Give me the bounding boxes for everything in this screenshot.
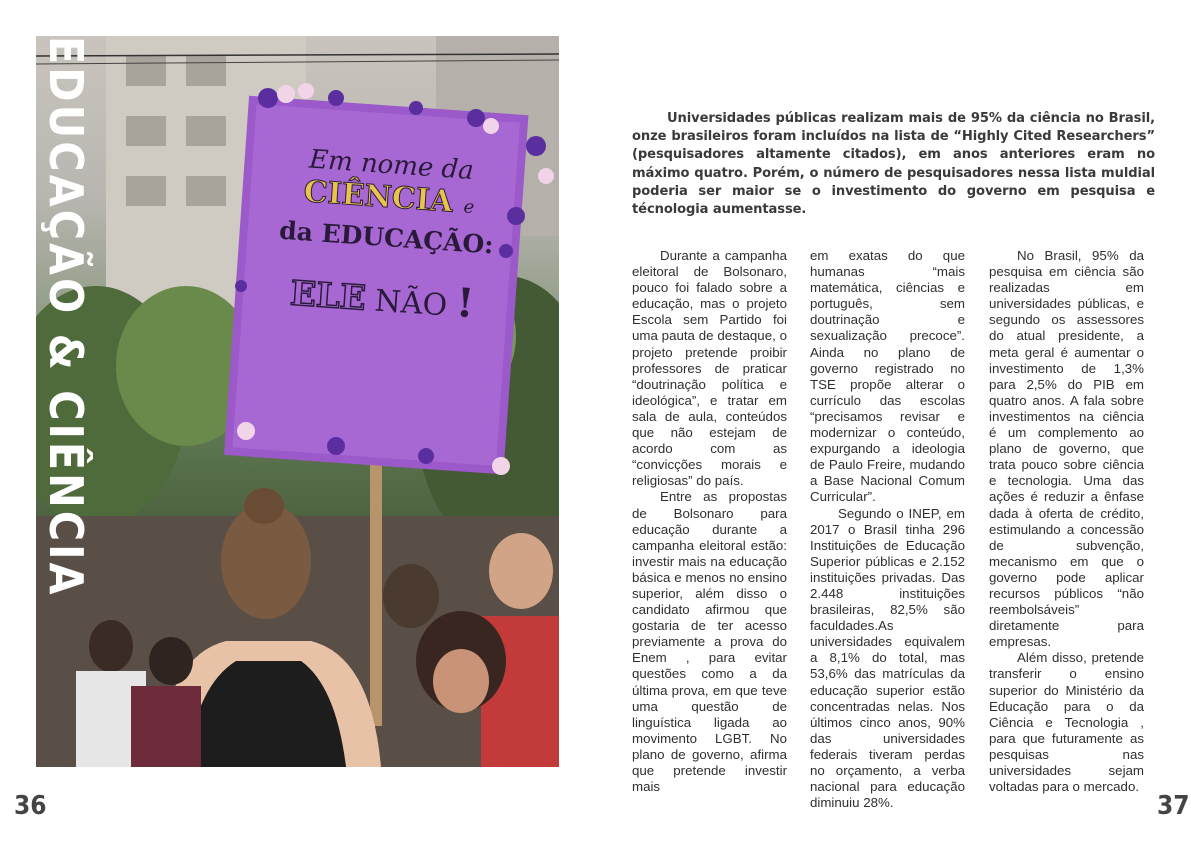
paragraph: em exatas do que humanas “mais matemática, ciências e português, sem doutrinação e sexualização precoce”. Ainda no plano de governo registrado no TSE propõe alterar o currículo das escolas “precisamos revisar e modernizar o conteúdo, expurgando a ideologia de Paulo Freire, mudando a Base Nacional Comum Curricular”. [810, 248, 965, 505]
sign-line-4: da EDUCAÇÃO: [278, 215, 495, 260]
text-column-2 [810, 248, 965, 811]
sign-line-3: e [462, 196, 475, 219]
sign-line-6: NÃO [373, 283, 449, 324]
sign-line-1: Em nome da [308, 144, 475, 187]
paragraph: Durante a campanha eleitoral de Bolsonaro, pouco foi falado sobre a educação, mas o projeto Escola sem Partido foi uma pauta de destaque, o projeto pretende proibir professores de praticar “doutrinação política e ideológica”, e tratar em sala de aula, conteúdos que não estejam de acordo com as “convicções morais e religiosas” do país. [632, 248, 787, 489]
paragraph: Segundo o INEP, em 2017 o Brasil tinha 296 Instituições de Educação Superior públicas e 2.152 instituições privadas. Das 2.448 instituições brasileiras, 82,5% são faculdades.As universidades equivalem a 8,1% do total, mas 53,6% das matrículas da educação superior estão concentradas nelas. Nos últimos cinco anos, 90% das universidades federais tiveram perdas no orçamento, a verba nacional para educação diminuiu 28%. [810, 505, 965, 811]
paragraph: Entre as propostas de Bolsonaro para educação durante a campanha eleitoral estão: investir mais na educação básica e menos no ensino superior, além disso o candidato afirmou que gostaria de ter acesso previamente a prova do Enem , para evitar questões como a da última prova, em que teve uma questão de linguística ligada ao movimento LGBT. No plano de governo, afirma que pretende investir mais [632, 489, 787, 795]
protest-photo [36, 36, 559, 767]
sign-line-5: ELE [288, 273, 368, 319]
protest-sign [247, 118, 519, 455]
sign-line-7: ! [454, 279, 476, 328]
text-column-1 [632, 248, 787, 795]
section-title [36, 36, 104, 598]
page-number-left: 36 [14, 791, 47, 821]
page-number-right: 37 [1157, 791, 1190, 821]
lead-paragraph: Universidades públicas realizam mais de 95% da ciência no Brasil, onze brasileiros foram incluídos na lista de “Highly Cited Researchers” (pesquisadores altamente citados), em anos anteriores eram no máximo quatro. Porém, o número de pesquisadores nessa lista muldial poderia ser maior se o investimento do governo em pesquisa e técnologia aumentasse. [632, 111, 1155, 218]
sign-line-2: CIÊNCIA [302, 174, 455, 220]
section-title-text: EDUCAÇÃO & CIÊNCIA [39, 36, 93, 598]
paragraph: Além disso, pretende transferir o ensino superior do Ministério da Educação para o da Ciência e Tecnologia , para que futuramente as pesquisas nas universidades sejam voltadas para o mercado. [989, 650, 1144, 795]
text-column-3 [989, 248, 1144, 795]
paragraph: No Brasil, 95% da pesquisa em ciência são realizadas em universidades públicas, e segundo os assessores do atual presidente, a meta geral é aumentar o investimento de 1,3% para 2,5% do PIB em quatro anos. A fala sobre investimentos na ciência é um complemento ao plano de governo, que trata pouco sobre ciência e tecnologia. Uma das ações é reduzir a ênfase dada à oferta de crédito, estimulando a concessão de subvenção, mecanismo em que o governo pode aplicar recursos públicos “não reembolsáveis” diretamente para empresas. [989, 248, 1144, 650]
